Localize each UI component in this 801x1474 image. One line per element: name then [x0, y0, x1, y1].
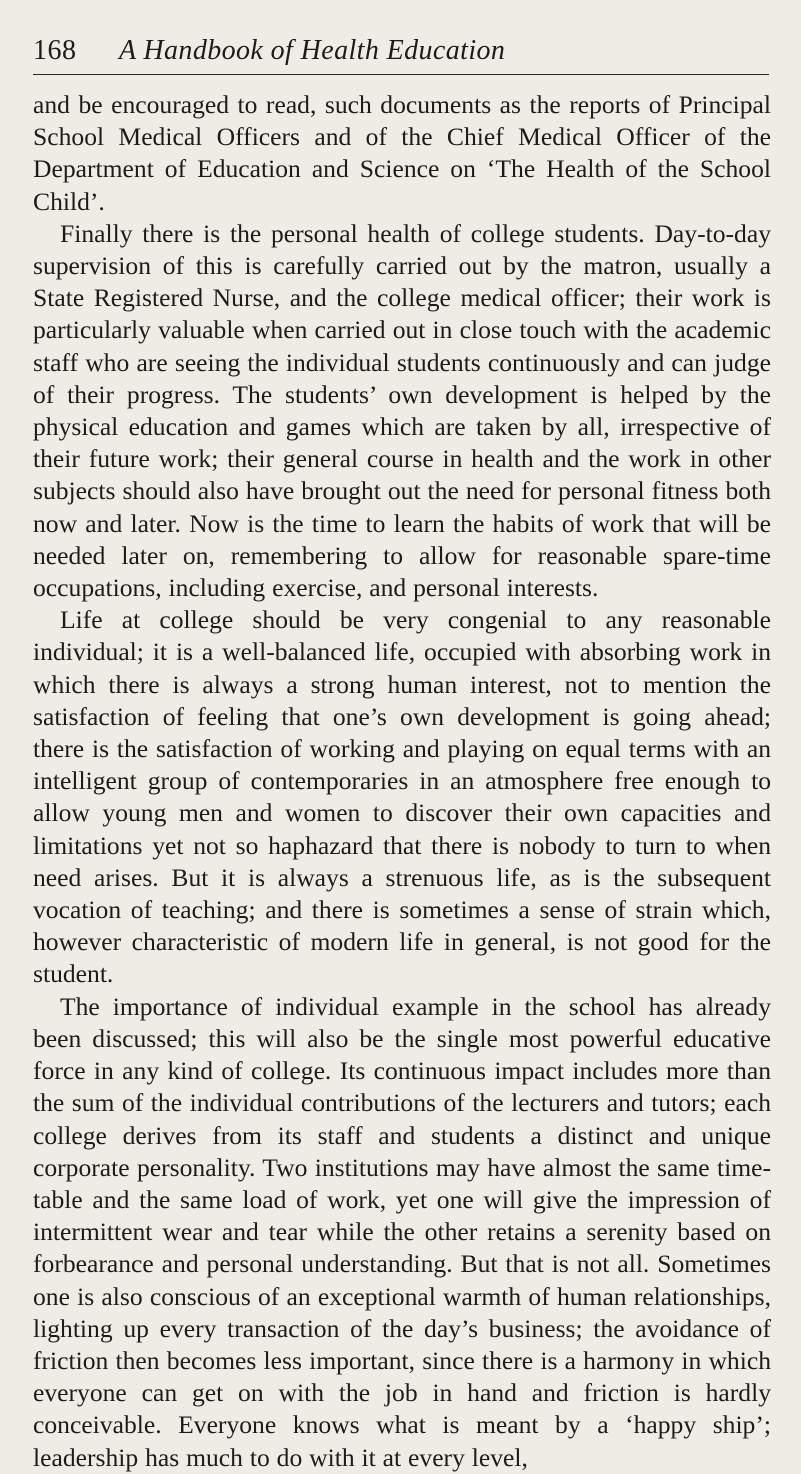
running-head: [33, 34, 771, 68]
paragraph-continuation: and be encouraged to read, such documents as the reports of Principal School Medical Officers and of the Chief Medical Officer of the Department of Education and Science on ‘The Health of the School Child’.: [33, 90, 771, 216]
paragraph-individual-example: The importance of individual example in the school has already been discussed; this will also be the single most powerful educative force in any kind of college. Its continuous impact includes more than the sum of the individual contributions of the lecturers and tutors; each college derives from its staff and students a distinct and unique corporate personality. Two institutions may have almost the same time-table and the same load of work, yet one will give the impression of intermittent wear and tear while the other retains a serenity based on forbearance and personal understanding. But that is not all. Sometimes one is also conscious of an exceptional warmth of human relationships, lighting up every transaction of the day’s business; the avoidance of friction then becomes less important, since there is a harmony in which everyone can get on with the job in hand and friction is hardly conceivable. Everyone knows what is meant by a ‘happy ship’; leadership has much to do with it at every level,: [33, 991, 771, 1472]
body-text: [33, 89, 771, 1474]
book-title: A Handbook of Health Education: [119, 35, 506, 66]
page-number: 168: [33, 35, 77, 66]
paragraph-college-life: Life at college should be very congenial to any reasonable individual; it is a well-balanced life, occupied with absorbing work in which there is always a strong human interest, not to mention the satisfaction of feeling that one’s own development is going ahead; there is the satisfaction of working and playing on equal terms with an intelligent group of contemporaries in an atmosphere free enough to allow young men and women to discover their own capacities and limitations yet not so haphazard that there is nobody to turn to when need arises. But it is always a strenuous life, as is the subsequent vocation of teaching; and there is sometimes a sense of strain which, however characteristic of modern life in general, is not good for the student.: [33, 605, 771, 989]
paragraph-student-health: Finally there is the personal health of college students. Day-to-day supervision of this is carefully carried out by the matron, usually a State Registered Nurse, and the college medical officer; their work is particularly valuable when carried out in close touch with the academic staff who are seeing the individual students continuously and can judge of their progress. The students’ own development is helped by the physical education and games which are taken by all, irrespective of their future work; their general course in health and the work in other subjects should also have brought out the need for personal fitness both now and later. Now is the time to learn the habits of work that will be needed later on, remembering to allow for reasonable spare-time occupations, including exercise, and personal interests.: [33, 218, 771, 603]
header-rule: [33, 74, 769, 75]
